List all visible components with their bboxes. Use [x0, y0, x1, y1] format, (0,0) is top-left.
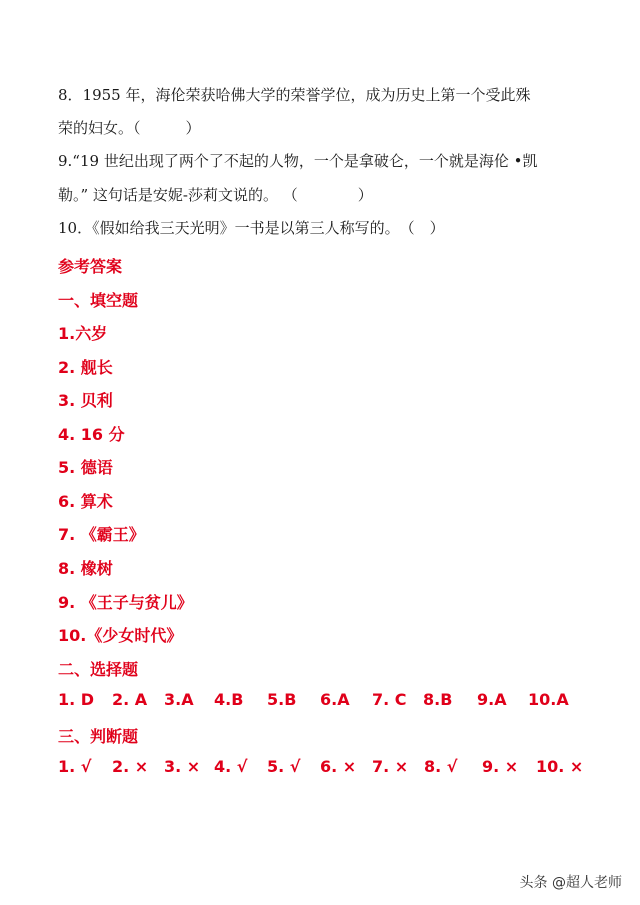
fill-answer-7: 7. 《霸王》	[58, 525, 145, 544]
judge-answer-3: 3. ×	[164, 757, 201, 776]
choice-answer-10: 10.A	[528, 690, 569, 709]
choice-answer-3: 3.A	[164, 690, 194, 709]
choice-answer-2: 2. A	[112, 690, 148, 709]
choice-answer-8: 8.B	[423, 690, 453, 709]
judge-answer-2: 2. ×	[112, 757, 149, 776]
fill-answer-8: 8. 橡树	[58, 559, 113, 578]
section-choice: 二、选择题	[58, 660, 139, 679]
watermark: 头条 @超人老师	[519, 875, 622, 891]
question-9-line-2: 勒。” 这句话是安妮-莎莉文说的。 （ ）	[58, 186, 373, 204]
judge-answer-1: 1. √	[58, 757, 92, 776]
fill-answer-6: 6. 算术	[58, 492, 113, 511]
choice-answer-1: 1. D	[58, 690, 95, 709]
judge-answer-8: 8. √	[424, 757, 458, 776]
question-8-line-1: 8．1955 年，海伦荣获哈佛大学的荣誉学位，成为历史上第一个受此殊	[58, 86, 531, 104]
choice-answer-6: 6.A	[320, 690, 350, 709]
question-10: 10．《假如给我三天光明》一书是以第三人称写的。 （ ）	[58, 219, 445, 237]
fill-answer-2: 2. 舰长	[58, 358, 113, 377]
judge-answer-6: 6. ×	[320, 757, 357, 776]
judge-answer-4: 4. √	[214, 757, 248, 776]
choice-answer-9: 9.A	[477, 690, 507, 709]
fill-answer-4: 4. 16 分	[58, 425, 125, 444]
choice-answer-4: 4.B	[214, 690, 244, 709]
section-fill-in: 一、填空题	[58, 291, 139, 310]
choice-answer-7: 7. C	[372, 690, 407, 709]
question-9-line-1: 9.“19 世纪出现了两个了不起的人物，一个是拿破仑，一个就是海伦 •凯	[58, 152, 538, 170]
fill-answer-3: 3. 贝利	[58, 391, 113, 410]
judge-answer-7: 7. ×	[372, 757, 409, 776]
fill-answer-9: 9. 《王子与贫儿》	[58, 593, 193, 612]
judge-answer-5: 5. √	[267, 757, 301, 776]
choice-answer-5: 5.B	[267, 690, 297, 709]
section-judge: 三、判断题	[58, 727, 139, 746]
judge-answer-10: 10. ×	[536, 757, 584, 776]
judge-answer-9: 9. ×	[482, 757, 519, 776]
fill-answer-5: 5. 德语	[58, 458, 113, 477]
fill-answer-10: 10.《少女时代》	[58, 626, 183, 645]
question-8-line-2: 荣的妇女。（ ）	[58, 119, 201, 137]
answers-heading: 参考答案	[58, 257, 123, 276]
fill-answer-1: 1.六岁	[58, 324, 108, 343]
